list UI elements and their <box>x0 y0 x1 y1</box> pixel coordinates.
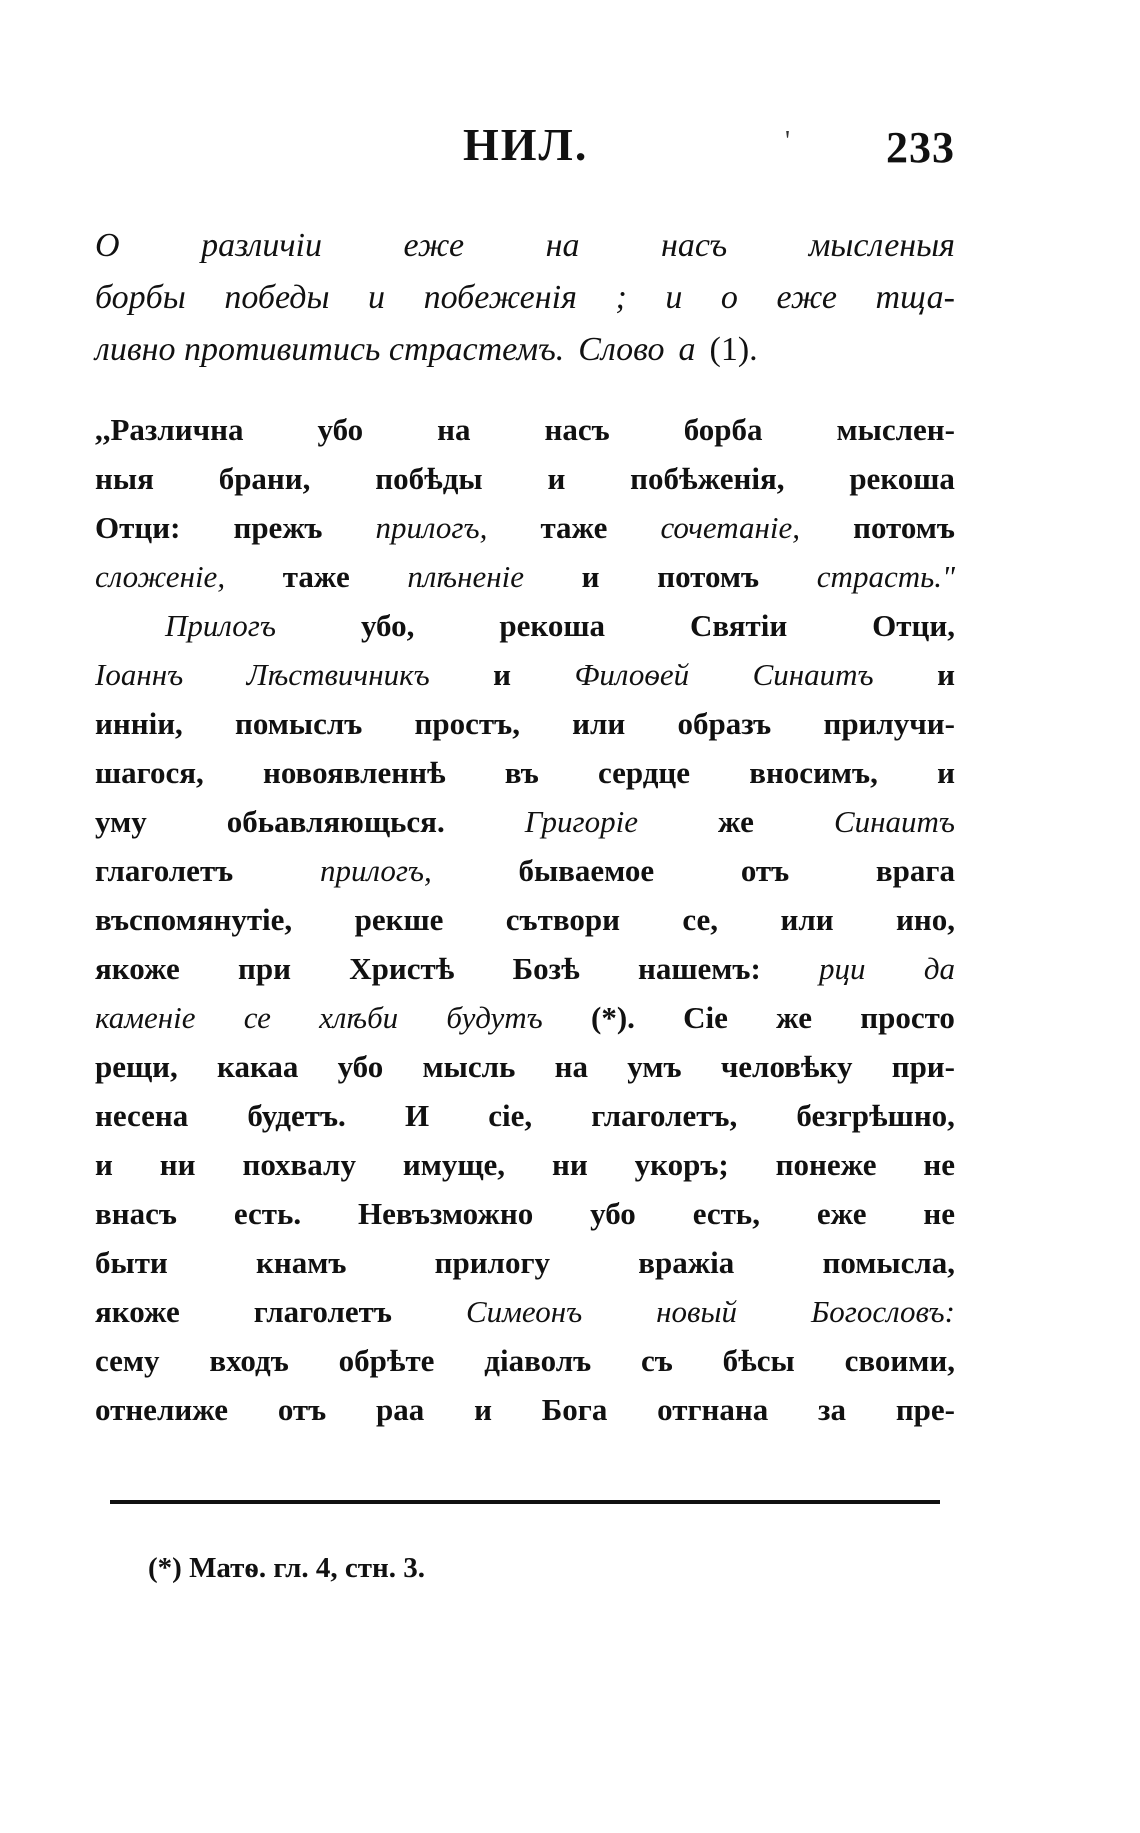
body-word: съ <box>641 1343 673 1378</box>
body-word: сложеніе, <box>95 559 226 594</box>
body-word: укоръ; <box>634 1147 729 1182</box>
heading-word: еже <box>403 227 465 264</box>
body-word: глаголетъ, <box>591 1098 738 1133</box>
body-word: не <box>923 1147 955 1182</box>
body-word: глаголетъ <box>95 853 234 888</box>
body-word: новый <box>656 1294 738 1329</box>
body-word: человѣку <box>720 1049 853 1084</box>
body-word: внасъ <box>95 1196 177 1231</box>
body-word: же <box>776 1000 812 1035</box>
body-word: будетъ. <box>247 1098 346 1133</box>
body-word: хлѣби <box>319 1000 399 1035</box>
body-word: прилогъ, <box>375 510 488 545</box>
body-word: якоже <box>95 1294 180 1329</box>
body-word: Невъзможно <box>358 1196 534 1231</box>
body-word: и <box>95 1147 113 1182</box>
body-word: обрѣте <box>338 1343 435 1378</box>
body-word: Отци: <box>95 510 181 545</box>
heading-word: на <box>545 227 580 264</box>
body-word: есть. <box>233 1196 302 1231</box>
body-word: и <box>937 657 955 692</box>
heading-word: еже <box>776 279 837 316</box>
body-line <box>95 552 955 601</box>
body-word: убо <box>590 1196 636 1231</box>
body-word: какаа <box>217 1049 299 1084</box>
heading-line <box>95 220 955 272</box>
body-word: Прилогъ <box>165 608 276 643</box>
heading-word: насъ <box>661 227 728 264</box>
body-word: мысль <box>422 1049 516 1084</box>
body-word: новоявленнѣ <box>262 755 446 790</box>
body-word: вражіа <box>638 1245 735 1280</box>
page-header <box>95 118 955 188</box>
body-word: отнелиже <box>95 1392 229 1427</box>
body-word: нашемъ: <box>637 951 761 986</box>
body-word: глаголетъ <box>253 1294 392 1329</box>
body-word: еже <box>816 1196 867 1231</box>
body-word: рещи, <box>95 1049 178 1084</box>
body-word: борба <box>683 412 763 447</box>
body-word: побѣженія, <box>630 461 785 496</box>
body-word: сіе, <box>488 1098 533 1133</box>
body-word: Бога <box>541 1392 608 1427</box>
chapter-heading <box>95 220 955 376</box>
body-word: каменіе <box>95 1000 196 1035</box>
body-word: и <box>493 657 512 692</box>
running-title: НИЛ. <box>463 119 589 170</box>
body-word: сътвори <box>505 902 620 937</box>
body-word: сочетаніе, <box>660 510 801 545</box>
body-word: и <box>581 559 600 594</box>
body-line <box>95 1385 955 1434</box>
body-word: ,,Различна <box>95 412 244 447</box>
heading-word: Слово <box>578 331 665 368</box>
body-line <box>95 944 955 993</box>
body-word: будутъ <box>446 1000 543 1035</box>
body-word: при- <box>891 1049 955 1084</box>
body-word: бѣсы <box>722 1343 795 1378</box>
body-word: входъ <box>209 1343 289 1378</box>
body-line <box>95 601 955 650</box>
body-line <box>95 1287 955 1336</box>
body-word: се <box>243 1000 271 1035</box>
body-line <box>95 1238 955 1287</box>
body-word: Христѣ <box>349 951 455 986</box>
body-word: и <box>937 755 955 790</box>
body-word: ни <box>551 1147 588 1182</box>
body-word: рци <box>819 951 866 986</box>
body-line <box>95 650 955 699</box>
footnote: (*) Матѳ. гл. 4, стн. 3. <box>148 1552 425 1584</box>
body-line <box>95 846 955 895</box>
body-word: Синаитъ <box>833 804 955 839</box>
body-word: же <box>718 804 754 839</box>
body-word: Григоріе <box>524 804 638 839</box>
heading-line <box>95 324 955 376</box>
heading-word: а <box>678 331 696 368</box>
body-word: мыслен- <box>836 412 955 447</box>
body-word: и <box>474 1392 492 1427</box>
body-word: прилогъ, <box>319 853 432 888</box>
heading-line <box>95 272 955 324</box>
body-word: Синаитъ <box>752 657 874 692</box>
body-word: своими, <box>844 1343 955 1378</box>
body-word: (*). <box>591 1000 635 1035</box>
body-word: помысла, <box>822 1245 955 1280</box>
heading-word: ливно противитись страстемъ. <box>95 331 565 368</box>
body-word: Симеонъ <box>465 1294 583 1329</box>
body-word: убо <box>317 412 364 447</box>
body-word: Филоѳей <box>574 657 690 692</box>
body-word: Лѣствичникъ <box>246 657 430 692</box>
body-word: безгрѣшно, <box>796 1098 955 1133</box>
body-line <box>95 748 955 797</box>
body-word: брани, <box>218 461 311 496</box>
heading-word: и <box>665 279 683 316</box>
body-word: таже <box>540 510 608 545</box>
body-word: Богословъ: <box>810 1294 955 1329</box>
body-word: И <box>404 1098 430 1133</box>
body-word: Отци, <box>872 608 955 643</box>
body-word: кнамъ <box>255 1245 347 1280</box>
body-word: на <box>437 412 471 447</box>
body-line <box>95 1140 955 1189</box>
body-word: не <box>923 1196 955 1231</box>
body-word: потомъ <box>657 559 760 594</box>
body-line <box>95 993 955 1042</box>
body-word: раа <box>376 1392 425 1427</box>
body-line <box>95 699 955 748</box>
body-word: въспомянутіе, <box>95 902 293 937</box>
body-word: обьавляющься. <box>226 804 445 839</box>
body-word: Бозѣ <box>512 951 580 986</box>
page-number: 233 <box>886 123 955 172</box>
body-word: отъ <box>277 1392 327 1427</box>
body-word: на <box>554 1049 589 1084</box>
body-word: сердце <box>597 755 691 790</box>
body-word: отъ <box>740 853 790 888</box>
heading-word: (1). <box>709 331 758 368</box>
body-line <box>95 405 955 454</box>
body-word: имуще, <box>402 1147 506 1182</box>
body-word: инніи, <box>95 706 183 741</box>
body-word: убо <box>337 1049 384 1084</box>
body-line <box>95 895 955 944</box>
body-line <box>95 797 955 846</box>
heading-word: тща- <box>875 279 955 316</box>
body-line <box>95 503 955 552</box>
body-word: шагося, <box>95 755 204 790</box>
body-line <box>95 1091 955 1140</box>
header-mark: ' <box>785 126 791 157</box>
body-line <box>95 1189 955 1238</box>
body-word: отгнана <box>657 1392 769 1427</box>
body-word: потомъ <box>853 510 955 545</box>
body-word: или <box>780 902 834 937</box>
body-text <box>95 405 955 1434</box>
body-word: якоже <box>95 951 180 986</box>
heading-word: О <box>95 227 120 264</box>
body-word: рекоша <box>849 461 955 496</box>
body-word: рекше <box>354 902 444 937</box>
body-word: рекоша <box>499 608 605 643</box>
body-word: убо, <box>360 608 415 643</box>
body-word: побѣды <box>375 461 483 496</box>
body-word: при <box>238 951 292 986</box>
body-line <box>95 1042 955 1091</box>
body-word: бываемое <box>518 853 655 888</box>
body-word: Святіи <box>689 608 788 643</box>
body-word: сему <box>95 1343 160 1378</box>
body-word: да <box>923 951 955 986</box>
body-line <box>95 454 955 503</box>
heading-word: побеженія <box>423 279 577 316</box>
body-word: ни <box>159 1147 196 1182</box>
body-word: уму <box>95 804 147 839</box>
footnote-rule <box>110 1500 940 1504</box>
body-word: вносимъ, <box>749 755 878 790</box>
heading-word: о <box>720 279 738 316</box>
body-word: простъ, <box>414 706 520 741</box>
body-word: Сіе <box>683 1000 728 1035</box>
body-word: просто <box>860 1000 955 1035</box>
body-word: несена <box>95 1098 189 1133</box>
body-word: въ <box>504 755 539 790</box>
body-word: понеже <box>775 1147 877 1182</box>
body-word: умъ <box>627 1049 682 1084</box>
body-word: и <box>547 461 566 496</box>
heading-word: различіи <box>201 227 323 264</box>
body-word: страсть." <box>816 559 955 594</box>
body-word: образъ <box>677 706 772 741</box>
body-word: врага <box>875 853 955 888</box>
body-word: прилогу <box>434 1245 551 1280</box>
heading-word: мысленыя <box>808 227 955 264</box>
body-word: таже <box>282 559 350 594</box>
body-word: насъ <box>544 412 610 447</box>
body-word: за <box>818 1392 847 1427</box>
body-word: быти <box>95 1245 168 1280</box>
body-word: Іоаннъ <box>95 657 184 692</box>
body-word: пре- <box>895 1392 955 1427</box>
body-word: прилучи- <box>823 706 955 741</box>
body-word: се, <box>682 902 719 937</box>
body-word: есть, <box>692 1196 760 1231</box>
body-word: ныя <box>95 461 154 496</box>
heading-word: борбы <box>95 279 186 316</box>
body-word: помыслъ <box>235 706 363 741</box>
body-word: или <box>572 706 626 741</box>
heading-word: и <box>368 279 386 316</box>
body-word: прежъ <box>233 510 323 545</box>
body-word: діаволъ <box>484 1343 592 1378</box>
body-word: плѣненіе <box>407 559 524 594</box>
body-word: похвалу <box>242 1147 356 1182</box>
body-line <box>95 1336 955 1385</box>
heading-word: ; <box>615 279 627 316</box>
heading-word: победы <box>224 279 330 316</box>
body-word: ино, <box>895 902 955 937</box>
